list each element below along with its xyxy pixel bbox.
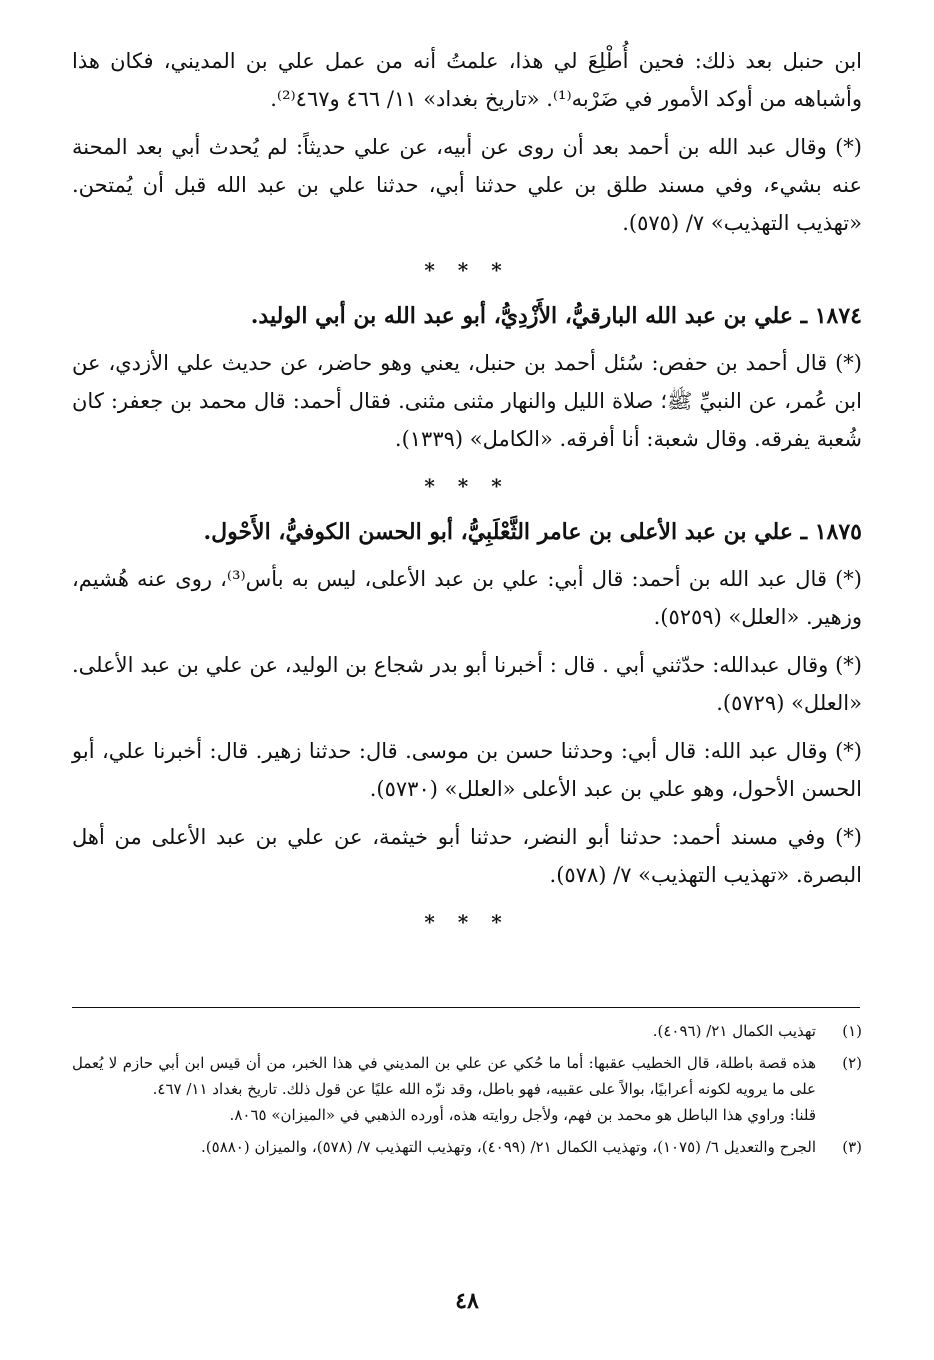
footnote-text: تهذيب الكمال ٢١/ (٤٠٩٦).: [652, 1022, 816, 1040]
entry-1875-paragraph: (*) وفي مسند أحمد: حدثنا أبو النضر، حدثنا أبو خيثمة، عن علي بن عبد الأعلى من أهل البصرة. «تهذيب التهذيب» ٧/ (٥٧٨).: [72, 825, 862, 887]
section-separator: * * *: [424, 258, 510, 282]
footnote-divider: [72, 1007, 860, 1008]
section-separator: * * *: [424, 910, 510, 934]
footnote-text: هذه قصة باطلة، قال الخطيب عقبها: أما ما حُكي عن علي بن المديني في هذا الخبر، من أن قيس ابن أبي حازم لا يُعمل على ما يرويه لكونه أعرابيًا، بوالاً على عقبيه، فهو باطل، وقد نزّه الله عليًا عن قول ذلك. تاريخ بغداد ١١/ ٤٦٧.: [72, 1054, 816, 1098]
footnote-number: (٣): [842, 1138, 862, 1156]
entry-1875-paragraph: (*) قال عبد الله بن أحمد: قال أبي: علي بن عبد الأعلى، ليس به بأس⁽³⁾، روى عنه هُشيم، وزهير. «العلل» (٥٢٥٩).: [72, 567, 862, 629]
footnotes: [72, 1018, 862, 1166]
entry-heading-1874: ١٨٧٤ ـ علي بن عبد الله البارقيُّ، الأَزْدِيُّ، أبو عبد الله بن أبي الوليد.: [250, 303, 862, 329]
footnote-item: [72, 1050, 862, 1128]
entry-1875-paragraph: (*) وقال عبد الله: قال أبي: وحدثنا حسن بن موسى. قال: حدثنا زهير. قال: أخبرنا علي، أبو الحسن الأحول، وهو علي بن عبد الأعلى «العلل» (٥٧٣٠).: [72, 739, 862, 801]
page-number: ٤٨: [455, 1288, 479, 1314]
footnote-number: (١): [842, 1022, 862, 1040]
entry-heading-1875: ١٨٧٥ ـ علي بن عبد الأعلى بن عامر الثَّعْلَبِيُّ، أبو الحسن الكوفيُّ، الأَحْول.: [203, 519, 862, 545]
paragraph-abdullah-narration: (*) وقال عبد الله بن أحمد بعد أن روى عن أبيه، عن علي حديثاً: لم يُحدث أبي بعد المحنة عنه بشيء، وفي مسند طلق بن علي حدثنا أبي، حدثنا علي بن عبد الله قبل أن يُمتحن. «تهذيب التهذيب» ٧/ (٥٧٥).: [72, 135, 862, 235]
footnote-item: [72, 1134, 862, 1160]
footnote-text: قلنا: وراوي هذا الباطل هو محمد بن فهم، ولأجل روايته هذه، أورده الذهبي في «الميزان» ٨٠٦٥.: [229, 1106, 816, 1124]
footnote-item: [72, 1018, 862, 1044]
section-separator: * * *: [424, 474, 510, 498]
paragraph-continuation: ابن حنبل بعد ذلك: فحين أُطْلِعَ لي هذا، علمتُ أنه من عمل علي بن المديني، فكان هذا وأشباهه من أوكد الأمور في ضَرْبه⁽¹⁾. «تاريخ بغداد» ١١/ ٤٦٦ و٤٦٧⁽²⁾.: [72, 49, 862, 111]
entry-1874-paragraph: (*) قال أحمد بن حفص: سُئل أحمد بن حنبل، يعني وهو حاضر، عن حديث علي الأزدي، عن ابن عُمر، عن النبيِّ ﷺ؛ صلاة الليل والنهار مثنى مثنى. فقال أحمد: قال محمد بن جعفر: كان شُعبة يفرقه. وقال شعبة: أنا أفرقه. «الكامل» (١٣٣٩).: [72, 351, 862, 451]
footnote-number: (٢): [842, 1054, 862, 1072]
footnote-text: الجرح والتعديل ٦/ (١٠٧٥)، وتهذيب الكمال ٢١/ (٤٠٩٩)، وتهذيب التهذيب ٧/ (٥٧٨)، والميزان (٥٨٨٠).: [201, 1138, 816, 1156]
entry-1875-paragraph: (*) وقال عبدالله: حدّثني أبي . قال : أخبرنا أبو بدر شجاع بن الوليد، عن علي بن عبد الأعلى. «العلل» (٥٧٢٩).: [72, 653, 862, 715]
